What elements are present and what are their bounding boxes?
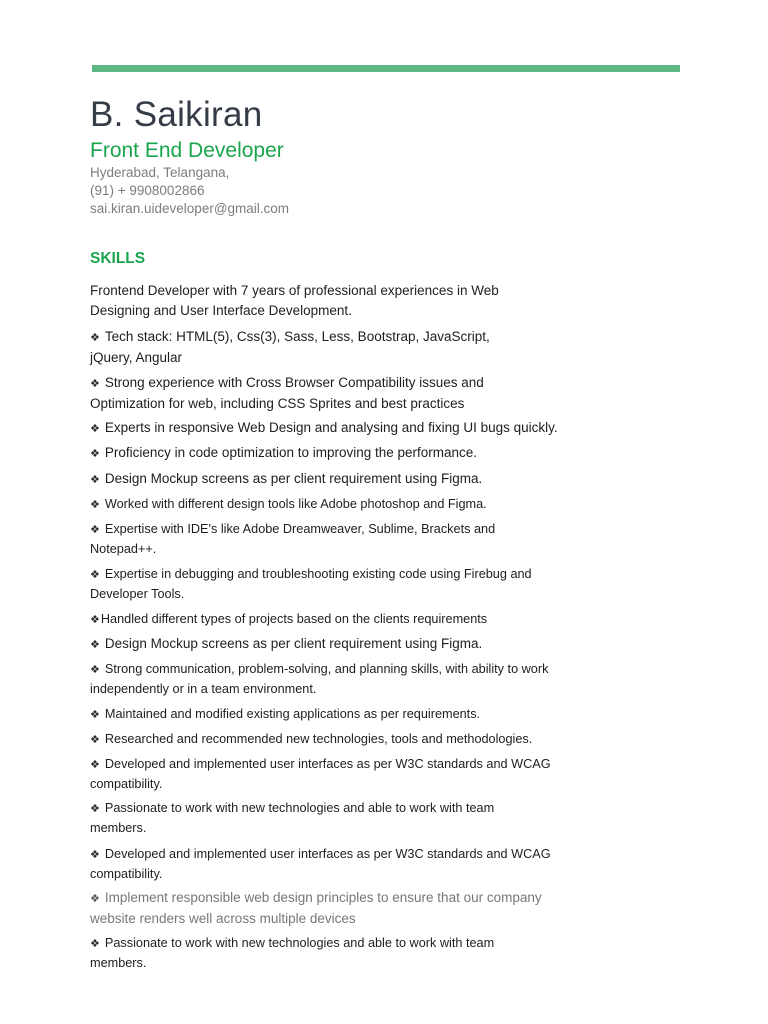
skill-text: Developed and implemented user interfaces as per W3C standards and WCAG compatibility. xyxy=(90,847,551,881)
skill-text: Expertise with IDE's like Adobe Dreamweaver, Sublime, Brackets and Notepad++. xyxy=(90,522,496,556)
diamond-bullet-icon: ❖ xyxy=(90,708,100,721)
diamond-bullet-icon: ❖ xyxy=(90,331,100,344)
skill-item xyxy=(90,705,570,725)
diamond-bullet-icon: ❖ xyxy=(90,523,100,536)
skill-item xyxy=(90,327,530,368)
skill-item xyxy=(90,373,520,414)
skill-text: Expertise in debugging and troubleshooting existing code using Firebug and Developer Tools. xyxy=(90,567,532,601)
skill-text: Experts in responsive Web Design and analysing and fixing UI bugs quickly. xyxy=(104,420,558,435)
diamond-bullet-icon: ❖ xyxy=(90,422,100,435)
diamond-bullet-icon: ❖ xyxy=(90,758,100,771)
diamond-bullet-icon: ❖ xyxy=(90,377,100,390)
skill-text: Design Mockup screens as per client requirement using Figma. xyxy=(104,636,483,651)
skill-item xyxy=(90,469,570,490)
diamond-bullet-icon: ❖ xyxy=(90,638,100,651)
diamond-bullet-icon: ❖ xyxy=(90,473,100,486)
skills-summary: Frontend Developer with 7 years of professional experiences in Web Designing and User Interface Development. xyxy=(90,283,499,318)
diamond-bullet-icon: ❖ xyxy=(90,733,100,746)
skill-item xyxy=(90,660,570,699)
diamond-bullet-icon: ❖ xyxy=(90,848,100,861)
skill-item xyxy=(90,730,570,750)
job-title: Front End Developer xyxy=(90,139,284,162)
skill-text: Strong communication, problem-solving, and planning skills, with ability to work independently or in a team environment. xyxy=(90,662,549,696)
contact-info xyxy=(90,164,289,218)
skill-item xyxy=(90,845,570,884)
header-accent-rule xyxy=(92,65,680,72)
skill-item xyxy=(90,443,570,464)
skill-item xyxy=(90,755,570,794)
diamond-bullet-icon: ❖ xyxy=(90,447,100,460)
diamond-bullet-icon: ❖ xyxy=(90,802,100,815)
diamond-bullet-icon: ❖ xyxy=(90,663,100,676)
skill-item xyxy=(90,565,560,604)
skill-text: Tech stack: HTML(5), Css(3), Sass, Less, Bootstrap, JavaScript, jQuery, Angular xyxy=(90,329,490,365)
skill-text: Proficiency in code optimization to improving the performance. xyxy=(104,445,478,460)
skill-item xyxy=(90,418,570,439)
skill-text: Strong experience with Cross Browser Compatibility issues and Optimization for web, including CSS Sprites and best practices xyxy=(90,375,484,411)
skill-text: Passionate to work with new technologies and able to work with team members. xyxy=(90,936,495,970)
skill-item xyxy=(90,888,560,929)
diamond-bullet-icon: ❖ xyxy=(90,892,100,905)
skill-text: Implement responsible web design principles to ensure that our company website renders well across multiple devices xyxy=(90,890,542,926)
skills-heading: SKILLS xyxy=(90,250,146,267)
contact-phone: (91) + 9908002866 xyxy=(90,183,205,198)
skill-item xyxy=(90,799,530,838)
skill-item xyxy=(90,520,520,559)
diamond-bullet-icon: ❖ xyxy=(90,498,100,511)
contact-email: sai.kiran.uideveloper@gmail.com xyxy=(90,201,290,216)
candidate-name: B. Saikiran xyxy=(90,95,263,134)
skill-item xyxy=(90,634,570,655)
skill-item xyxy=(90,495,570,515)
skill-text: Developed and implemented user interfaces as per W3C standards and WCAG compatibility. xyxy=(90,757,551,791)
diamond-bullet-icon: ❖ xyxy=(90,613,100,626)
skill-item xyxy=(90,934,530,973)
skill-text: Handled different types of projects based on the clients requirements xyxy=(100,612,488,626)
contact-location: Hyderabad, Telangana, xyxy=(90,165,230,180)
skill-text: Passionate to work with new technologies and able to work with team members. xyxy=(90,801,495,835)
skill-text: Worked with different design tools like Adobe photoshop and Figma. xyxy=(104,497,487,511)
diamond-bullet-icon: ❖ xyxy=(90,937,100,950)
skill-item xyxy=(90,610,570,630)
skill-text: Maintained and modified existing applications as per requirements. xyxy=(104,707,481,721)
diamond-bullet-icon: ❖ xyxy=(90,568,100,581)
skill-text: Researched and recommended new technologies, tools and methodologies. xyxy=(104,732,533,746)
skill-text: Design Mockup screens as per client requirement using Figma. xyxy=(104,471,483,486)
